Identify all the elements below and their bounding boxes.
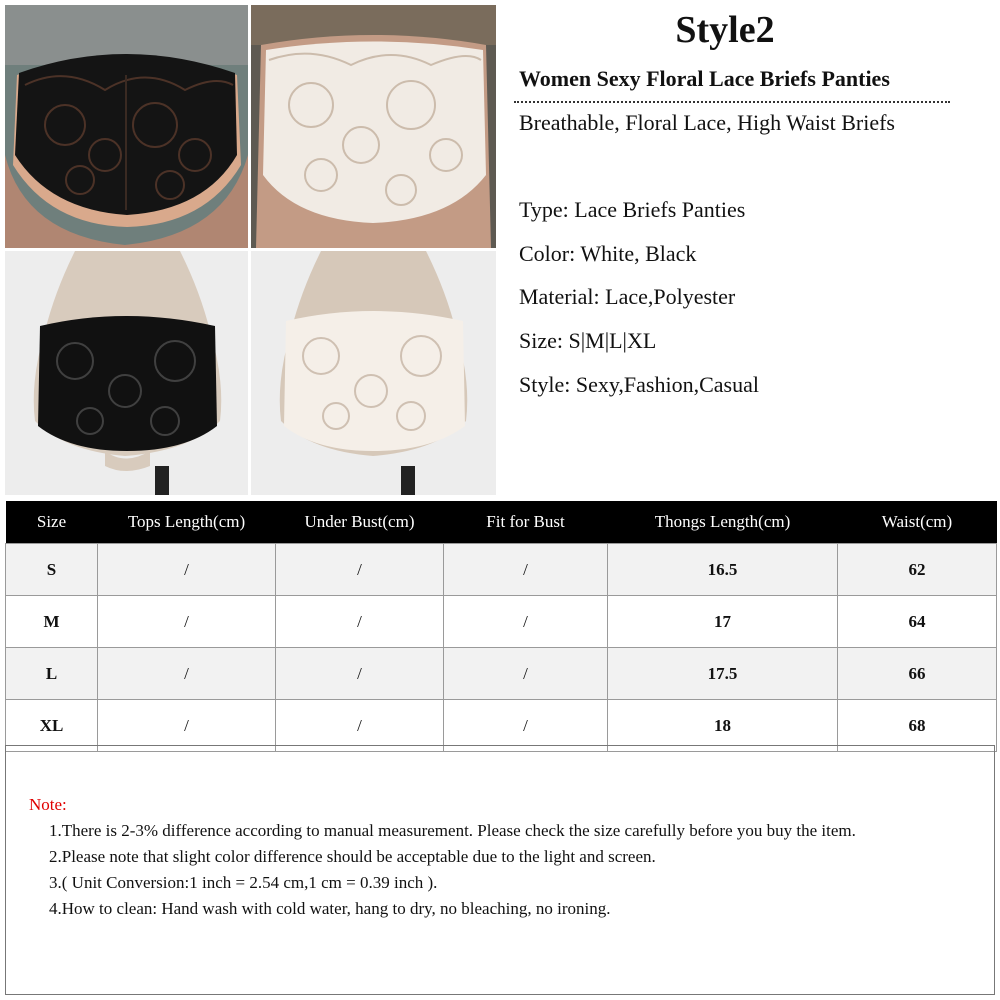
cell-under-bust: / bbox=[276, 596, 444, 648]
header-fit-for-bust: Fit for Bust bbox=[444, 501, 608, 544]
spec-size: Size: S|M|L|XL bbox=[519, 328, 657, 353]
cell-tops-length: / bbox=[98, 700, 276, 752]
cell-tops-length: / bbox=[98, 648, 276, 700]
product-photo-white-worn bbox=[251, 5, 496, 248]
product-subtitle: Breathable, Floral Lace, High Waist Briefs bbox=[519, 110, 895, 135]
table-row bbox=[6, 596, 997, 648]
cell-size: S bbox=[6, 544, 98, 596]
spec-color: Color: White, Black bbox=[519, 241, 697, 266]
header-tops-length: Tops Length(cm) bbox=[98, 501, 276, 544]
cell-size: L bbox=[6, 648, 98, 700]
note-line: 2.Please note that slight color difference should be acceptable due to the light and screen. bbox=[49, 847, 656, 866]
cell-waist: 64 bbox=[838, 596, 997, 648]
cell-fit-for-bust: / bbox=[444, 596, 608, 648]
spec-type: Type: Lace Briefs Panties bbox=[519, 197, 746, 222]
cell-size: XL bbox=[6, 700, 98, 752]
cell-thongs-length: 17 bbox=[608, 596, 838, 648]
cell-fit-for-bust: / bbox=[444, 544, 608, 596]
cell-waist: 66 bbox=[838, 648, 997, 700]
cell-tops-length: / bbox=[98, 596, 276, 648]
size-chart-table bbox=[5, 501, 997, 752]
style-label: Style2 bbox=[675, 9, 775, 51]
cell-thongs-length: 17.5 bbox=[608, 648, 838, 700]
note-label: Note: bbox=[29, 795, 67, 814]
table-row bbox=[6, 648, 997, 700]
spec-style: Style: Sexy,Fashion,Casual bbox=[519, 372, 759, 397]
table-row bbox=[6, 700, 997, 752]
note-box bbox=[5, 745, 995, 995]
cell-under-bust: / bbox=[276, 700, 444, 752]
title-divider bbox=[514, 101, 950, 103]
spec-material: Material: Lace,Polyester bbox=[519, 284, 736, 309]
note-line: 1.There is 2-3% difference according to manual measurement. Please check the size carefully before you buy the item. bbox=[49, 821, 856, 840]
header-thongs-length: Thongs Length(cm) bbox=[608, 501, 838, 544]
header-waist: Waist(cm) bbox=[838, 501, 997, 544]
cell-under-bust: / bbox=[276, 544, 444, 596]
cell-fit-for-bust: / bbox=[444, 648, 608, 700]
table-row bbox=[6, 544, 997, 596]
cell-under-bust: / bbox=[276, 648, 444, 700]
product-photo-white-mannequin bbox=[251, 251, 496, 495]
header-under-bust: Under Bust(cm) bbox=[276, 501, 444, 544]
cell-thongs-length: 18 bbox=[608, 700, 838, 752]
cell-tops-length: / bbox=[98, 544, 276, 596]
note-line: 4.How to clean: Hand wash with cold water, hang to dry, no bleaching, no ironing. bbox=[49, 899, 611, 918]
cell-waist: 62 bbox=[838, 544, 997, 596]
note-line: 3.( Unit Conversion:1 inch = 2.54 cm,1 cm = 0.39 inch ). bbox=[49, 873, 438, 892]
cell-thongs-length: 16.5 bbox=[608, 544, 838, 596]
product-photo-black-worn bbox=[5, 5, 248, 248]
table-header-row bbox=[6, 501, 997, 544]
cell-fit-for-bust: / bbox=[444, 700, 608, 752]
product-title: Women Sexy Floral Lace Briefs Panties bbox=[519, 66, 890, 91]
product-photo-black-mannequin bbox=[5, 251, 248, 495]
cell-waist: 68 bbox=[838, 700, 997, 752]
cell-size: M bbox=[6, 596, 98, 648]
header-size: Size bbox=[6, 501, 98, 544]
